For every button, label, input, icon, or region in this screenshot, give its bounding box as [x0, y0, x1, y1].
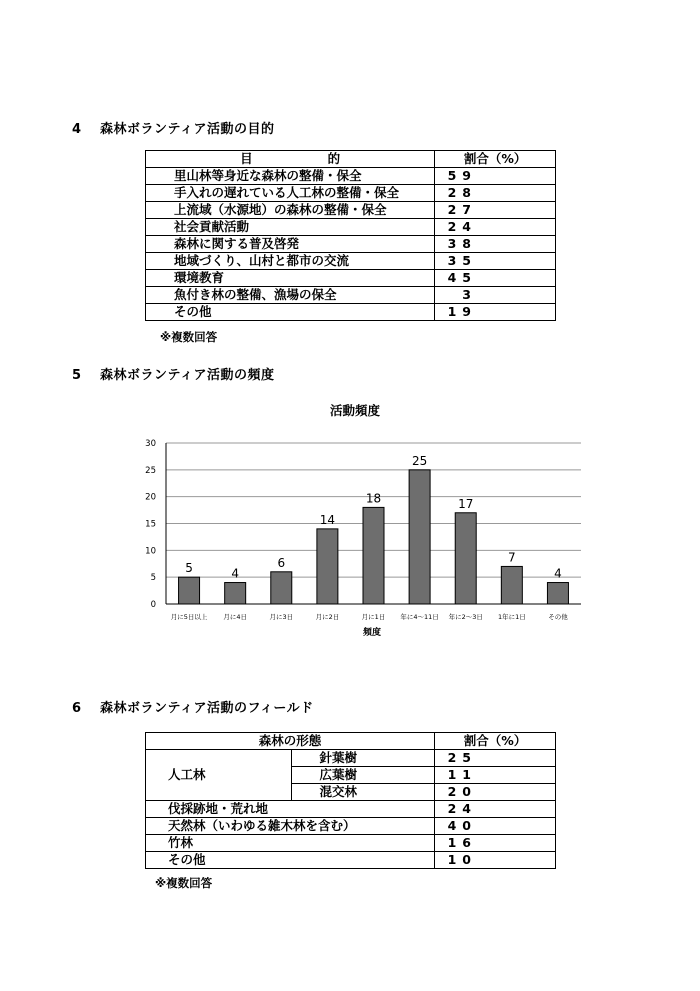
chart-x-tick-label: 月に4日: [223, 613, 247, 621]
forest-subtype-label: 広葉樹: [291, 767, 435, 784]
chart-data-label: 5: [185, 561, 193, 576]
table-row: [146, 168, 556, 185]
table-row: [146, 852, 556, 869]
forest-ratio: 20: [435, 784, 556, 801]
forest-ratio: 25: [435, 750, 556, 767]
chart-bar: [547, 583, 568, 604]
chart-bar: [363, 507, 384, 604]
table-row: [146, 818, 556, 835]
header-purpose: 目 的: [146, 151, 435, 168]
section-number: 4: [72, 122, 82, 137]
purpose-ratio: 19: [435, 304, 556, 321]
chart-x-tick-label: 月に3日: [269, 613, 294, 621]
chart-x-tick-label: 月に5日以上: [170, 613, 208, 621]
header-ratio: 割合（%）: [435, 151, 556, 168]
table-row: [146, 287, 556, 304]
chart-y-tick-label: 15: [145, 519, 156, 530]
table-row: [146, 801, 556, 818]
section-title: 森林ボランティア活動の頻度: [100, 368, 275, 383]
chart-data-label: 4: [231, 566, 239, 581]
section-number: 6: [72, 701, 82, 716]
table-row: [146, 236, 556, 253]
forest-type-label: 伐採跡地・荒れ地: [146, 801, 435, 818]
chart-bar: [317, 529, 338, 604]
section-6-heading: [72, 697, 314, 716]
chart-y-tick-label: 0: [150, 600, 156, 610]
chart-x-tick-label: 月に2日: [315, 613, 340, 621]
purpose-ratio: 27: [435, 202, 556, 219]
chart-bar: [409, 470, 430, 604]
table-row: [146, 253, 556, 270]
forest-ratio: 16: [435, 835, 556, 852]
table-row: [146, 750, 556, 767]
table-row: [146, 270, 556, 287]
forest-ratio: 40: [435, 818, 556, 835]
chart-y-ticks: [145, 439, 156, 610]
section-number: 5: [72, 368, 82, 383]
forest-type-label: 竹林: [146, 835, 435, 852]
chart-y-tick-label: 10: [145, 546, 156, 557]
section-4-heading: [72, 118, 274, 137]
chart-bar: [455, 513, 476, 604]
chart-x-tick-label: 月に1日: [361, 613, 386, 621]
purpose-ratio: 35: [435, 253, 556, 270]
chart-title: 活動頻度: [329, 403, 381, 418]
table-header-row: [146, 733, 556, 750]
purpose-ratio: 3: [435, 287, 556, 304]
purpose-label: 魚付き林の整備、漁場の保全: [146, 287, 435, 304]
chart-bar: [225, 583, 246, 604]
forest-subtype-label: 混交林: [291, 784, 435, 801]
chart-y-tick-label: 30: [145, 439, 156, 449]
chart-y-tick-label: 20: [145, 492, 156, 503]
table-row: [146, 185, 556, 202]
table-header-row: [146, 151, 556, 168]
purpose-label: 環境教育: [146, 270, 435, 287]
table-row: [146, 835, 556, 852]
chart-x-tick-label: 年に2〜3日: [448, 613, 483, 621]
forest-type-label: その他: [146, 852, 435, 869]
chart-x-tick-label: 年に4〜11日: [400, 613, 439, 621]
purpose-ratio: 38: [435, 236, 556, 253]
chart-x-ticks: [171, 612, 568, 621]
chart-y-tick-label: 5: [150, 573, 156, 584]
chart-bars: [179, 470, 569, 604]
chart-bar: [271, 572, 292, 604]
frequency-chart: [0, 395, 700, 655]
forest-subtype-label: 針葉樹: [291, 750, 435, 767]
chart-x-tick-label: その他: [548, 613, 568, 621]
purpose-label: 地域づくり、山村と都市の交流: [146, 253, 435, 270]
chart-y-tick-label: 25: [145, 465, 156, 476]
multiple-answer-note: ※複数回答: [160, 330, 218, 344]
forest-ratio: 10: [435, 852, 556, 869]
purpose-label: 社会貢献活動: [146, 219, 435, 236]
purpose-table: [145, 150, 556, 321]
group-label-planted-forest: 人工林: [146, 750, 292, 801]
purpose-label: その他: [146, 304, 435, 321]
chart-data-label: 7: [508, 550, 516, 565]
section-5-heading: [72, 364, 274, 383]
purpose-label: 手入れの遅れている人工林の整備・保全: [146, 185, 435, 202]
purpose-ratio: 59: [435, 168, 556, 185]
chart-x-axis-label: 頻度: [362, 628, 382, 638]
purpose-ratio: 45: [435, 270, 556, 287]
table-row: [146, 219, 556, 236]
field-table: [145, 732, 556, 869]
table-row: [146, 304, 556, 321]
chart-data-label: 25: [411, 453, 428, 468]
chart-data-label: 18: [365, 491, 382, 506]
header-forest-type: 森林の形態: [146, 733, 435, 750]
chart-bar: [501, 566, 522, 604]
forest-type-label: 天然林（いわゆる雑木林を含む）: [146, 818, 435, 835]
chart-data-label: 14: [319, 512, 336, 527]
chart-data-label: 17: [458, 496, 474, 511]
forest-ratio: 24: [435, 801, 556, 818]
purpose-ratio: 24: [435, 219, 556, 236]
header-ratio: 割合（%）: [435, 733, 556, 750]
section-title: 森林ボランティア活動の目的: [100, 122, 275, 137]
purpose-label: 上流域（水源地）の森林の整備・保全: [146, 202, 435, 219]
chart-bar: [179, 577, 200, 604]
purpose-ratio: 28: [435, 185, 556, 202]
forest-ratio: 11: [435, 767, 556, 784]
chart-data-label: 6: [277, 555, 286, 570]
purpose-label: 里山林等身近な森林の整備・保全: [146, 168, 435, 185]
purpose-label: 森林に関する普及啓発: [146, 236, 435, 253]
multiple-answer-note: ※複数回答: [155, 876, 213, 890]
section-title: 森林ボランティア活動のフィールド: [100, 701, 314, 716]
table-row: [146, 202, 556, 219]
chart-data-label: 4: [554, 566, 562, 581]
chart-x-tick-label: 1年に1日: [497, 613, 526, 621]
